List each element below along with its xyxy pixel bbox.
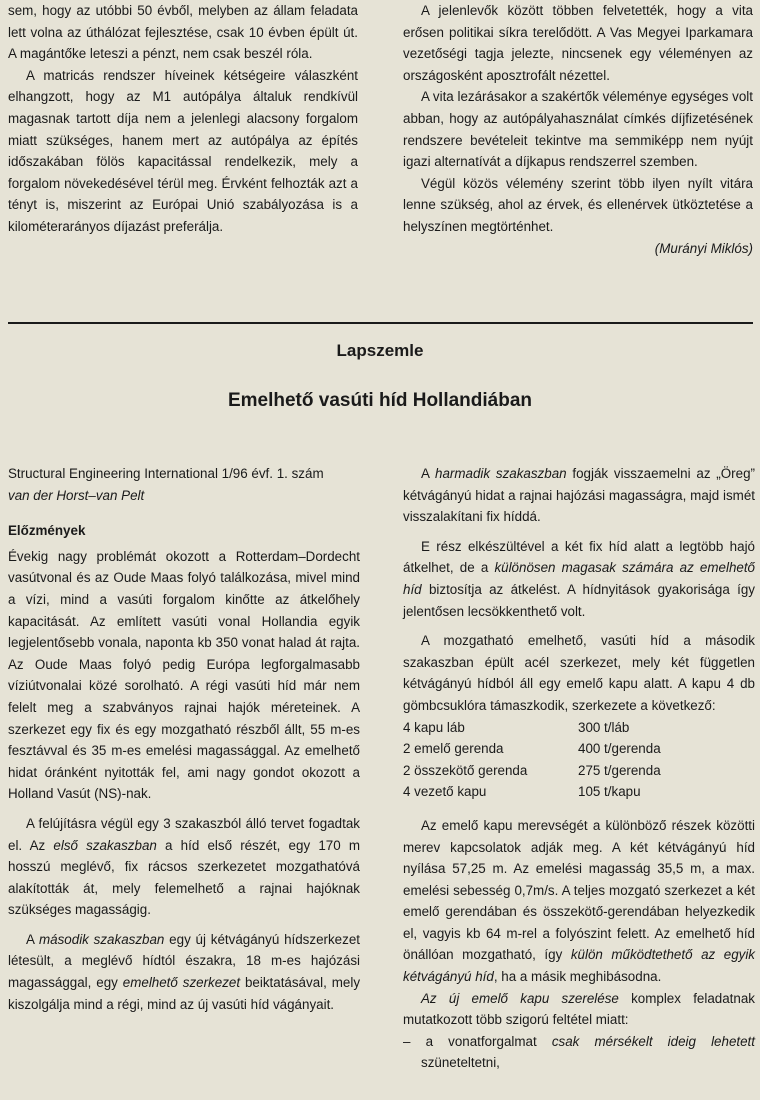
component-name: 4 kapu láb [403,719,465,735]
component-weight: 400 t/gerenda [578,741,661,757]
paragraph: sem, hogy az utóbbi 50 évből, melyben az állam feladata lett volna az úthálózat fejlesztése, csak 10 évben épült út. A magántőke leteszi a pénzt, nem csak beszél róla. [8,3,358,62]
emphasis: Az új emelő kapu szerelése [421,990,619,1006]
emphasis: emelhető szerkezet [122,975,241,991]
paragraph: A jelenlevők között többen felvetették, hogy a vita erősen politikai síkra terelődött. A Vas Megyei Iparkamara vezetőségi tagja jelezte, nincsenek egy véleményen az országosként aposztrofált nézettel. [403,3,753,83]
paragraph: A felújításra végül egy 3 szakaszból álló tervet fogadtak el. Az első szakaszban a híd első részét, egy 170 m hosszú meglévő, fix rácsos szerkezetet mozgathatóvá alakították át, mely felemelhető a rajnai hajóknak szükséges magasságig. [8,815,360,918]
component-weight: 275 t/gerenda [578,762,661,778]
section-divider [8,322,753,324]
paragraph: A második szakaszban egy új kétvágányú hídszerkezet létesült, a meglévő hídtól északra, 18 m-es hajózási magassággal, egy emelhető szerkezet beiktatásával, mely kiszolgálja mind a régi, mind az új vasúti híd vágányait. [8,931,361,1012]
emphasis: külön működtethető az egyik kétvágányú híd [403,947,756,985]
article-right-column [403,463,755,1074]
emphasis: harmadik szakaszban [435,466,567,481]
paragraph: A mozgatható emelhető, vasúti híd a második szakaszban épült acél szerkezet, mely két független kétvágányú hídból áll egy emelő kapu alatt. A kapu 4 db gömbcsuklóra támaszkodik, szerkezete a következő: [403,633,755,713]
emphasis: csak mérsékelt ideig lehetett [551,1033,755,1049]
emphasis: második szakaszban [39,931,165,947]
table-row [403,717,661,739]
top-right-column [403,0,753,259]
emphasis: különösen magasak számára az emelhető híd [403,560,756,597]
component-name: 2 emelő gerenda [403,741,504,757]
paragraph: Az emelő kapu merevségét a különböző részek közötti merev kapcsolatok adják meg. A két kétvágányú híd nyílása 57,25 m. Az emelési magasság 35,5 m, a max. emelési sebesség 0,7m/s. A teljes mozgató szerkezet a két emelő gerendában és összekötő-gerendában helyezkedik el, vagyis kb 64 m-rel a folyószint felett. Az emelhető híd önállóan mozgatható, így külön működtethető az egyik kétvágányú híd, ha a másik meghibásodna. [403,817,756,985]
paragraph: A harmadik szakaszban fogják visszaemelni az „Öreg” kétvágányú hidat a rajnai hajózási magasságra, majd ismét visszalakítani fix híddá. [403,466,755,525]
list-item: – a vonatforgalmat csak mérsékelt ideig lehetett szüneteltetni, [403,1033,755,1071]
signature: (Murányi Miklós) [654,240,753,256]
component-weight: 105 t/kapu [578,784,641,800]
component-name: 2 összekötő gerenda [403,762,528,778]
component-table [403,717,661,803]
paragraph: A matricás rendszer híveinek kétségeire válaszként elhangzott, hogy az M1 autópálya általuk rendkívül magasnak tartott díja nem a jelenlegi alacsony forgalom miatt szükséges, hanem mert az autópálya az építés időszakában fölös kapacitással rendelkezik, mely a forgalom növekedésével térül meg. Érvként felhozták azt a tényt is, miszerint az Európai Unió szabályozása is a kilométerarányos díjazást preferálja. [8,67,358,234]
paragraph: Évekig nagy problémát okozott a Rotterdam–Dordecht vasútvonal és az Oude Maas folyó találkozása, mivel mind a vízi, mind a vasúti forgalom kinőtte az átkelőhely kapacitását. Az említett vasúti vonal Hollandia egyik legjelentősebb vonala, naponta kb 350 vonat halad át rajta. Az Oude Maas folyó pedig Európa legforgalmasabb víziútvonalai közé sorolható. A régi vasúti híd már nem felelt meg a szabványos rajnai hajók méreteinek. A szerkezet egy fix és egy mozgatható részből állt, 55 m-es fesztávval és 35 m-es emelési magassággal. Az emelhető hidat óránként nyitották fel, ami nagy gondot okozott a Holland Vasút (NS)-nak. [8,548,360,802]
source-citation: Structural Engineering International 1/96 évf. 1. szám [8,466,324,481]
table-row [403,781,661,803]
article-left-column [8,463,360,1015]
table-row [403,760,661,782]
paragraph: A vita lezárásakor a szakértők véleménye egységes volt abban, hogy az autópályahasználat címkés díjfizetésének rendszere bevételeit tekintve ma semmiképp nem nyújt igazi alternatívát a díjkapus rendszerrel szemben. [403,89,753,170]
top-left-column [8,0,358,238]
paragraph: Végül közös vélemény szerint több ilyen nyílt vitára lenne szükség, ahol az érvek, és ellenérvek ütköztetése a helyszínen megtörténhet. [403,175,753,234]
paragraph: E rész elkészültével a két fix híd alatt a legtöbb hajó átkelhet, de a különösen magasak számára az emelhető híd biztosítja az átkelést. A hídnyitások gyakorisága így jelentősen lecsökkenthető volt. [403,538,756,619]
table-row [403,738,661,760]
component-weight: 300 t/láb [578,719,630,735]
article-title: Emelhető vasúti híd Hollandiában [227,390,533,411]
emphasis: első szakaszban [53,837,157,853]
authors: van der Horst–van Pelt [8,487,145,503]
paragraph: Az új emelő kapu szerelése komplex feladatnak mutatkozott több szigorú feltétel miatt: [403,990,755,1028]
section-heading: Előzmények [8,523,86,539]
component-name: 4 vezető kapu [403,784,487,800]
section-title: Lapszemle [336,341,424,360]
